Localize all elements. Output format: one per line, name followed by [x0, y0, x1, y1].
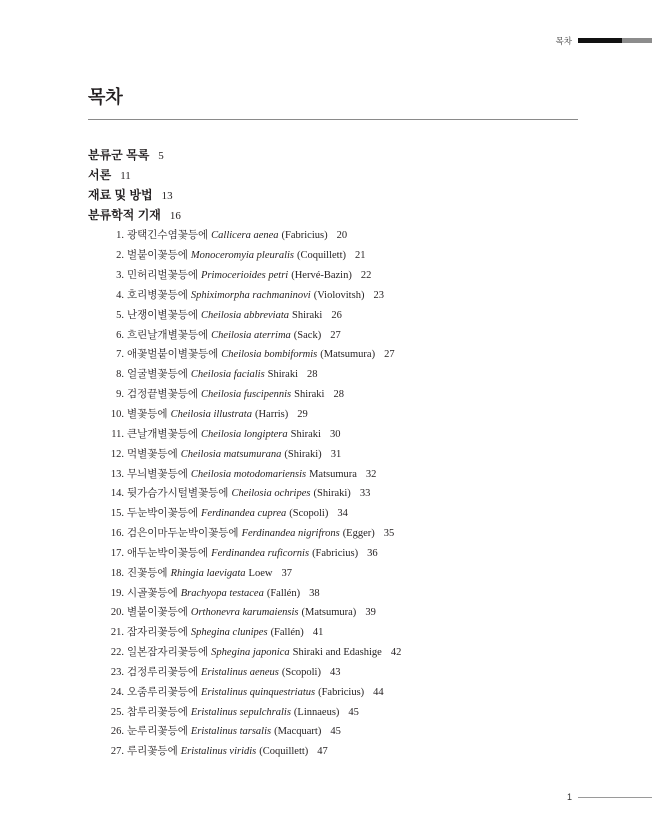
korean-name: 뒷가슴가시털별꽃등에 [127, 487, 229, 500]
toc-section-entry [88, 205, 578, 225]
toc-page-number: 22 [360, 270, 372, 282]
korean-name: 애두눈박이꽃등에 [127, 546, 209, 559]
author-citation: (Fabricius) [318, 686, 365, 698]
author-citation: Shiraki [292, 309, 323, 321]
entry-number: 20. [110, 607, 124, 619]
toc-page-number: 35 [383, 528, 395, 540]
scientific-name: Ferdinandea cuprea [201, 508, 287, 520]
scientific-name: Cheilosia fuscipennis [201, 389, 292, 401]
scientific-name: Ferdinandea ruficornis [211, 547, 310, 559]
author-citation: (Hervé-Bazin) [291, 270, 352, 282]
toc-page-number: 29 [297, 408, 308, 420]
author-citation: (Fabricius) [281, 230, 328, 242]
entry-number: 18. [110, 567, 124, 579]
scientific-name: Eristalinus viridis [180, 746, 257, 758]
scientific-name: Cheilosia longiptera [201, 428, 288, 440]
toc-page-number: 21 [355, 250, 366, 262]
entry-number: 10. [110, 408, 124, 420]
toc-page-number: 28 [333, 389, 344, 401]
korean-name: 검정끝별꽃등에 [127, 388, 199, 401]
korean-name: 무늬별꽃등에 [127, 467, 188, 480]
entry-number: 27. [110, 746, 124, 758]
title-divider [88, 119, 578, 120]
toc-species-entry [88, 244, 578, 264]
korean-name: 벌붙이꽃등에 [127, 249, 188, 262]
toc-species-entry [88, 423, 578, 443]
author-citation: (Fabricius) [312, 547, 359, 559]
korean-name: 큰날개별꽃등에 [127, 427, 199, 440]
entry-number: 7. [116, 349, 124, 361]
toc-page-number: 13 [161, 189, 173, 202]
author-citation: (Coquillett) [297, 250, 346, 262]
toc-species-entry [88, 482, 578, 502]
toc-species-entry [88, 582, 578, 602]
toc-species-entry [88, 621, 578, 641]
header-gray-bar [622, 38, 652, 43]
entry-number: 15. [110, 508, 124, 520]
scientific-name: Cheilosia abbreviata [201, 309, 289, 321]
author-citation: Shiraki [267, 369, 298, 381]
author-citation: (Shiraki) [284, 448, 322, 460]
toc-page-number: 45 [348, 706, 359, 718]
toc-page-number: 34 [337, 508, 348, 520]
toc-section-entry [88, 185, 578, 205]
scientific-name: Sphegina clunipes [190, 627, 268, 639]
korean-name: 시골꽃등에 [127, 586, 178, 599]
toc-page-number: 42 [390, 647, 402, 659]
toc-species-entry [88, 403, 578, 423]
scientific-name: Monoceromyia pleuralis [190, 250, 294, 262]
toc-species-entry [88, 740, 578, 760]
scientific-name: Eristalinus aeneus [201, 666, 279, 678]
scientific-name: Eristalinus tarsalis [190, 726, 272, 738]
korean-name: 흐린날개별꽃등에 [127, 328, 209, 341]
entry-number: 12. [110, 448, 124, 460]
author-citation: (Egger) [342, 528, 375, 540]
toc-page-number: 32 [365, 468, 377, 480]
entry-number: 22. [110, 647, 124, 659]
scientific-name: Cheilosia aterrima [211, 329, 291, 341]
scientific-name: Sphegina japonica [211, 647, 290, 659]
korean-name: 애꽃벌붙이별꽃등에 [127, 348, 219, 361]
table-of-contents [88, 145, 578, 760]
entry-number: 13. [110, 468, 124, 480]
scientific-name: Rhingia laevigata [170, 567, 246, 579]
korean-name: 일본잠자리꽃등에 [127, 646, 209, 659]
toc-section-entry [88, 165, 578, 185]
toc-page-number: 23 [373, 289, 384, 301]
scientific-name: Sphiximorpha rachmaninovi [190, 289, 311, 301]
toc-species-entry [88, 601, 578, 621]
korean-name: 별붙이꽃등에 [127, 606, 188, 619]
korean-name: 난쟁이별꽃등에 [127, 308, 199, 321]
toc-sections [88, 145, 578, 224]
author-citation: (Matsumura) [301, 607, 357, 619]
entry-number: 21. [110, 627, 124, 639]
scientific-name: Brachyopa testacea [180, 587, 264, 599]
entry-number: 8. [116, 369, 124, 381]
toc-page-number: 39 [365, 607, 376, 619]
header-black-bar [578, 38, 622, 43]
toc-page-number: 26 [331, 309, 342, 321]
korean-name: 별꽃등에 [127, 407, 168, 420]
entry-number: 4. [116, 289, 124, 301]
toc-species-entry [88, 681, 578, 701]
toc-species-entry [88, 641, 578, 661]
toc-section-entry [88, 145, 578, 165]
entry-number: 5. [116, 309, 124, 321]
korean-name: 두눈박이꽃등에 [127, 507, 199, 520]
entry-number: 26. [110, 726, 124, 738]
toc-species-entry [88, 324, 578, 344]
scientific-name: Cheilosia facialis [190, 369, 265, 381]
korean-name: 검정루리꽃등에 [127, 665, 199, 678]
toc-species-entry [88, 443, 578, 463]
author-citation: Matsumura [309, 468, 357, 480]
toc-species-entry [88, 562, 578, 582]
korean-name: 얼굴별꽃등에 [127, 368, 188, 381]
toc-page-number: 41 [312, 627, 324, 639]
toc-page-number: 38 [309, 587, 320, 599]
entry-number: 17. [110, 547, 124, 559]
entry-number: 25. [110, 706, 124, 718]
scientific-name: Callicera aenea [211, 230, 279, 242]
scientific-name: Cheilosia matsumurana [180, 448, 282, 460]
toc-page-number: 16 [169, 209, 181, 222]
author-citation: (Macquart) [274, 726, 322, 738]
scientific-name: Eristalinus quinquestriatus [201, 686, 316, 698]
korean-name: 먹별꽃등에 [127, 447, 178, 460]
toc-species-entry [88, 363, 578, 383]
author-citation: (Scopoli) [289, 508, 329, 520]
toc-species-entry [88, 522, 578, 542]
korean-name: 오줌루리꽃등에 [127, 685, 199, 698]
toc-page-number: 36 [367, 547, 378, 559]
korean-name: 민허리벌꽃등에 [127, 269, 199, 282]
toc-species-entry [88, 383, 578, 403]
page-title: 목차 [88, 87, 123, 107]
entry-number: 16. [110, 528, 124, 540]
author-citation: (Coquillett) [259, 746, 309, 758]
author-citation: (Fallén) [266, 587, 301, 599]
toc-page-number: 31 [330, 448, 342, 460]
toc-page-number: 37 [281, 567, 292, 579]
korean-name: 호리병꽃등에 [127, 288, 188, 301]
korean-name: 참루리꽃등에 [127, 705, 188, 718]
running-header-title: 목차 [555, 36, 572, 46]
scientific-name: Cheilosia illustrata [170, 408, 252, 420]
author-citation: (Violovitsh) [313, 289, 365, 301]
toc-section-label: 재료 및 방법 [88, 187, 153, 202]
toc-page-number: 47 [317, 746, 328, 758]
scientific-name: Ferdinandea nigrifrons [241, 528, 340, 540]
toc-section-label: 분류군 목록 [88, 148, 150, 162]
scientific-name: Cheilosia bombiformis [221, 349, 318, 361]
author-citation: (Fallén) [270, 627, 304, 639]
entry-number: 3. [116, 270, 124, 282]
author-citation: (Linnaeus) [293, 706, 340, 718]
korean-name: 눈루리꽃등에 [127, 725, 188, 738]
entry-number: 9. [116, 389, 124, 401]
author-citation: (Matsumura) [320, 349, 376, 361]
entry-number: 23. [110, 666, 124, 678]
toc-species-entry [88, 264, 578, 284]
toc-species-entry [88, 661, 578, 681]
toc-page-number: 30 [329, 428, 341, 440]
toc-page-number: 5 [158, 150, 164, 162]
korean-name: 루리꽃등에 [127, 745, 178, 758]
entry-number: 1. [116, 230, 124, 242]
toc-page-number: 33 [359, 488, 371, 500]
author-citation: Loew [248, 567, 273, 579]
toc-page-number: 20 [336, 230, 348, 242]
toc-species-entry [88, 720, 578, 740]
korean-name: 진꽃등에 [127, 566, 168, 579]
korean-name: 광택긴수염꽃등에 [127, 229, 209, 242]
footer-page-number: 1 [566, 792, 572, 802]
toc-page-number: 28 [307, 369, 318, 381]
toc-page-number: 43 [329, 666, 341, 678]
author-citation: (Sack) [293, 329, 322, 341]
footer-rule [578, 797, 652, 798]
scientific-name: Cheilosia ochripes [231, 488, 311, 500]
author-citation: Shiraki and Edashige [292, 647, 382, 659]
toc-species-entry [88, 463, 578, 483]
author-citation: (Shiraki) [313, 488, 351, 500]
entry-number: 19. [110, 587, 124, 599]
toc-species-entry [88, 502, 578, 522]
toc-section-label: 서론 [88, 167, 112, 182]
korean-name: 검은이마두눈박이꽃등에 [127, 527, 239, 540]
toc-species-entry [88, 224, 578, 244]
author-citation: (Harris) [254, 408, 289, 420]
toc-species-entries [88, 224, 578, 760]
entry-number: 2. [116, 250, 124, 262]
author-citation: Shiraki [294, 389, 325, 401]
toc-species-entry [88, 304, 578, 324]
toc-page-number: 27 [384, 349, 395, 361]
scientific-name: Eristalinus sepulchralis [190, 706, 291, 718]
toc-page-number: 11 [120, 169, 131, 182]
korean-name: 잠자리꽃등에 [127, 626, 188, 639]
author-citation: Shiraki [290, 428, 321, 440]
scientific-name: Orthonevra karumaiensis [190, 607, 299, 619]
toc-page-number: 27 [330, 329, 341, 341]
scientific-name: Primocerioides petri [201, 270, 289, 282]
scientific-name: Cheilosia motodomariensis [190, 468, 307, 480]
toc-species-entry [88, 701, 578, 721]
entry-number: 11. [111, 428, 124, 440]
entry-number: 14. [110, 488, 124, 500]
toc-species-entry [88, 542, 578, 562]
toc-species-entry [88, 343, 578, 363]
toc-page-number: 44 [373, 686, 384, 698]
author-citation: (Scopoli) [281, 666, 321, 678]
toc-species-entry [88, 284, 578, 304]
toc-page-number: 45 [330, 726, 341, 738]
entry-number: 6. [116, 329, 124, 341]
entry-number: 24. [110, 686, 124, 698]
toc-section-label: 분류학적 기재 [88, 207, 161, 222]
